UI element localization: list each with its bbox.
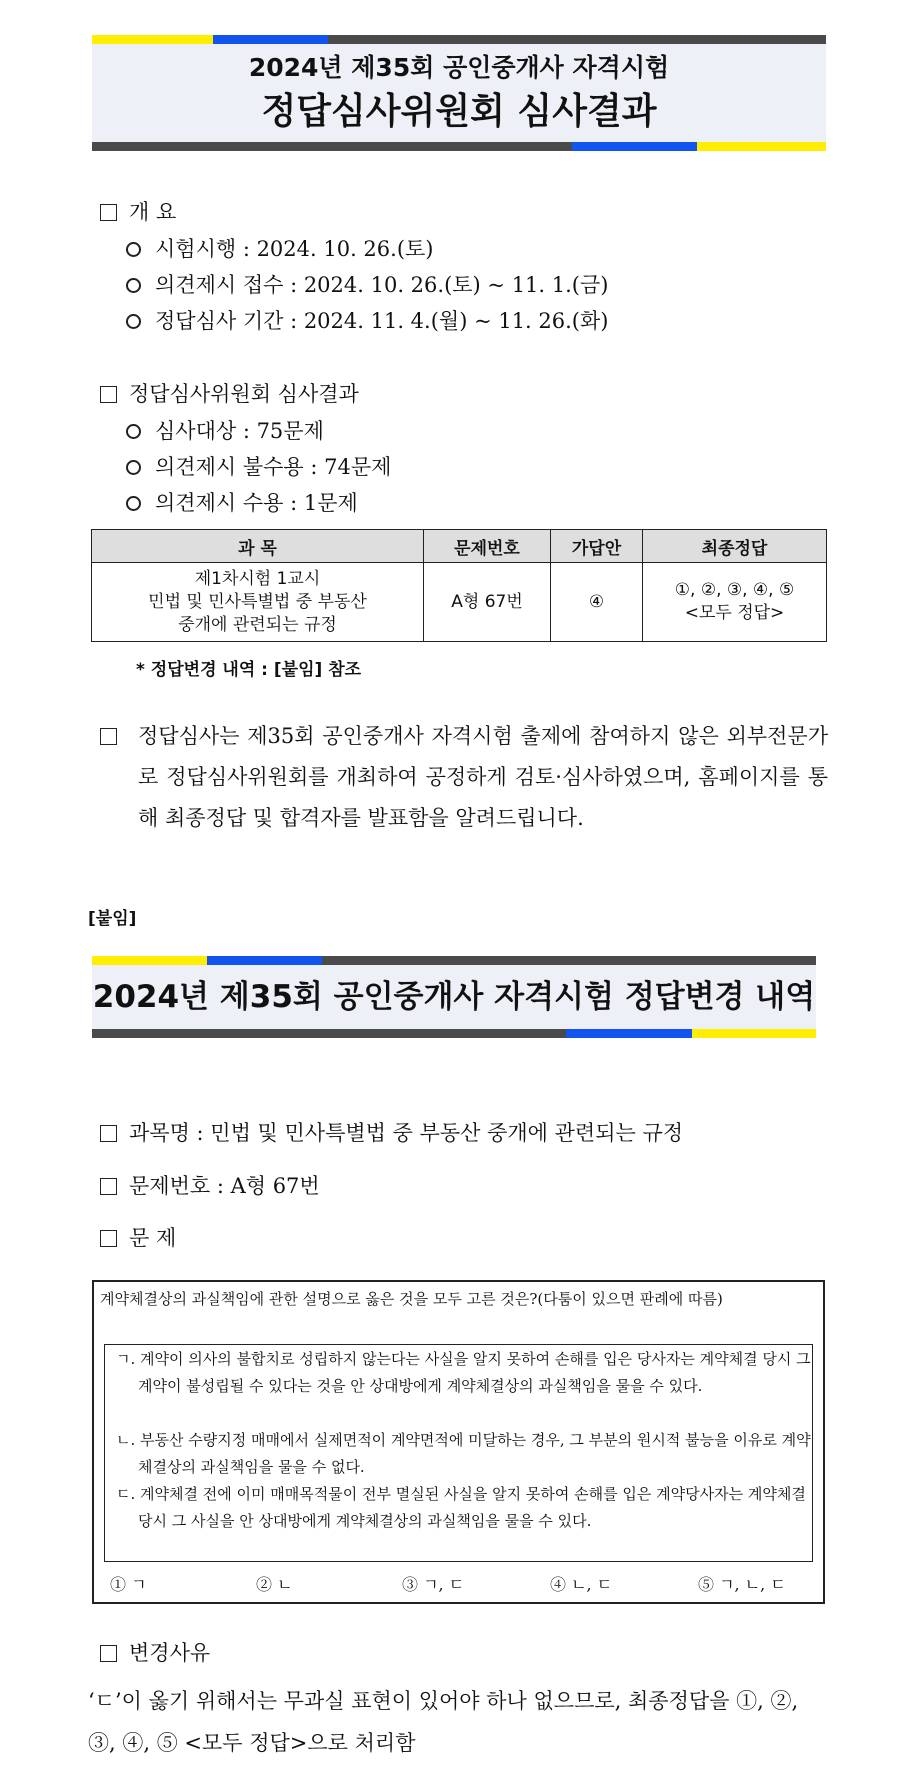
cell-subject: 제1차시험 1교시 민법 및 민사특별법 중 부동산 중개에 관련되는 규정 xyxy=(92,563,424,642)
col-header-subject: 과 목 xyxy=(92,530,424,563)
question-stem: 계약체결상의 과실책임에 관한 설명으로 옳은 것을 모두 고른 것은?(다툼이 있으면 판례에 따름) xyxy=(100,1290,723,1308)
banner-top-stripe xyxy=(92,35,826,44)
col-header-provisional: 가답안 xyxy=(551,530,643,563)
list-item: 의견제시 불수용 : 74문제 xyxy=(126,451,391,481)
list-item: 정답심사 기간 : 2024. 11. 4.(월) ~ 11. 26.(화) xyxy=(126,305,608,335)
table-row xyxy=(92,563,827,642)
col-header-number: 문제번호 xyxy=(424,530,551,563)
choice-4: ④ ㄴ, ㄷ xyxy=(550,1575,613,1594)
cell-final: ①, ②, ③, ④, ⑤ <모두 정답> xyxy=(643,563,827,642)
circle-bullet-icon xyxy=(126,496,141,511)
cell-number: A형 67번 xyxy=(424,563,551,642)
checkbox-icon xyxy=(100,1125,117,1142)
banner-top-stripe xyxy=(92,956,816,965)
question-box xyxy=(92,1280,825,1604)
list-item: 의견제시 수용 : 1문제 xyxy=(126,487,358,517)
attachment-banner xyxy=(92,956,816,1038)
change-note: * 정답변경 내역 : [붙임] 참조 xyxy=(136,660,362,680)
banner-title: 정답심사위원회 심사결과 xyxy=(261,91,657,132)
attachment-label: [붙임] xyxy=(88,909,137,929)
circle-bullet-icon xyxy=(126,314,141,329)
checkbox-icon xyxy=(100,204,117,221)
banner-bottom-stripe xyxy=(92,142,826,151)
question-heading: 문 제 xyxy=(100,1222,176,1252)
statement-item: ㄱ. 계약이 의사의 불합치로 성립하지 않는다는 사실을 알지 못하여 손해를 입은 당사자는 계약체결 당시 그 계약이 불성립될 수 있다는 것을 안 상대방에게 계약체결상의 과실책임을 물을 수 있다. xyxy=(116,1350,811,1395)
subject-line: 과목명 : 민법 및 민사특별법 중 부동산 중개에 관련되는 규정 xyxy=(100,1117,683,1147)
checkbox-icon xyxy=(100,386,117,403)
list-item: 의견제시 접수 : 2024. 10. 26.(토) ~ 11. 1.(금) xyxy=(126,269,608,299)
number-line: 문제번호 : A형 67번 xyxy=(100,1170,320,1200)
reason-heading: 변경사유 xyxy=(100,1637,210,1667)
overview-heading: 개 요 xyxy=(100,196,176,226)
review-heading: 정답심사위원회 심사결과 xyxy=(100,378,359,408)
statement-item: ㄷ. 계약체결 전에 이미 매매목적물이 전부 멸실된 사실을 알지 못하여 손해를 입은 계약당사자는 계약체결 당시 그 사실을 안 상대방에게 계약체결상의 과실책임을 물을 수 있다. xyxy=(116,1485,806,1530)
col-header-final: 최종정답 xyxy=(643,530,827,563)
choice-2: ② ㄴ xyxy=(256,1575,293,1594)
checkbox-icon xyxy=(100,1645,117,1662)
reason-text: ‘ㄷ’이 옳기 위해서는 무과실 표현이 있어야 하나 없으므로, 최종정답을 ①, ②, ③, ④, ⑤ <모두 정답>으로 처리함 xyxy=(88,1689,799,1755)
circle-bullet-icon xyxy=(126,278,141,293)
choice-1: ① ㄱ xyxy=(110,1575,147,1594)
banner-subtitle: 2024년 제35회 공인중개사 자격시험 xyxy=(248,53,670,82)
circle-bullet-icon xyxy=(126,460,141,475)
choice-5: ⑤ ㄱ, ㄴ, ㄷ xyxy=(698,1575,786,1594)
header-banner xyxy=(92,35,826,151)
list-item: 심사대상 : 75문제 xyxy=(126,415,324,445)
checkbox-icon xyxy=(100,1178,117,1195)
result-table xyxy=(91,529,827,642)
checkbox-icon xyxy=(100,1230,117,1247)
circle-bullet-icon xyxy=(126,242,141,257)
banner-bottom-stripe xyxy=(92,1029,816,1038)
list-item: 시험시행 : 2024. 10. 26.(토) xyxy=(126,233,434,263)
choice-3: ③ ㄱ, ㄷ xyxy=(402,1575,465,1594)
checkbox-icon xyxy=(100,728,117,745)
cell-provisional: ④ xyxy=(551,563,643,642)
attachment-title: 2024년 제35회 공인중개사 자격시험 정답변경 내역 xyxy=(92,979,816,1015)
circle-bullet-icon xyxy=(126,424,141,439)
table-header-row xyxy=(92,530,827,563)
notice-text: 정답심사는 제35회 공인중개사 자격시험 출제에 참여하지 않은 외부전문가로 정답심사위원회를 개최하여 공정하게 검토·심사하였으며, 홈페이지를 통해 최종정답 및 합격자를 발표함을 알려드립니다. xyxy=(138,724,828,830)
statement-item: ㄴ. 부동산 수량지정 매매에서 실제면적이 계약면적에 미달하는 경우, 그 부분의 원시적 불능을 이유로 계약체결상의 과실책임을 물을 수 없다. xyxy=(116,1431,811,1476)
